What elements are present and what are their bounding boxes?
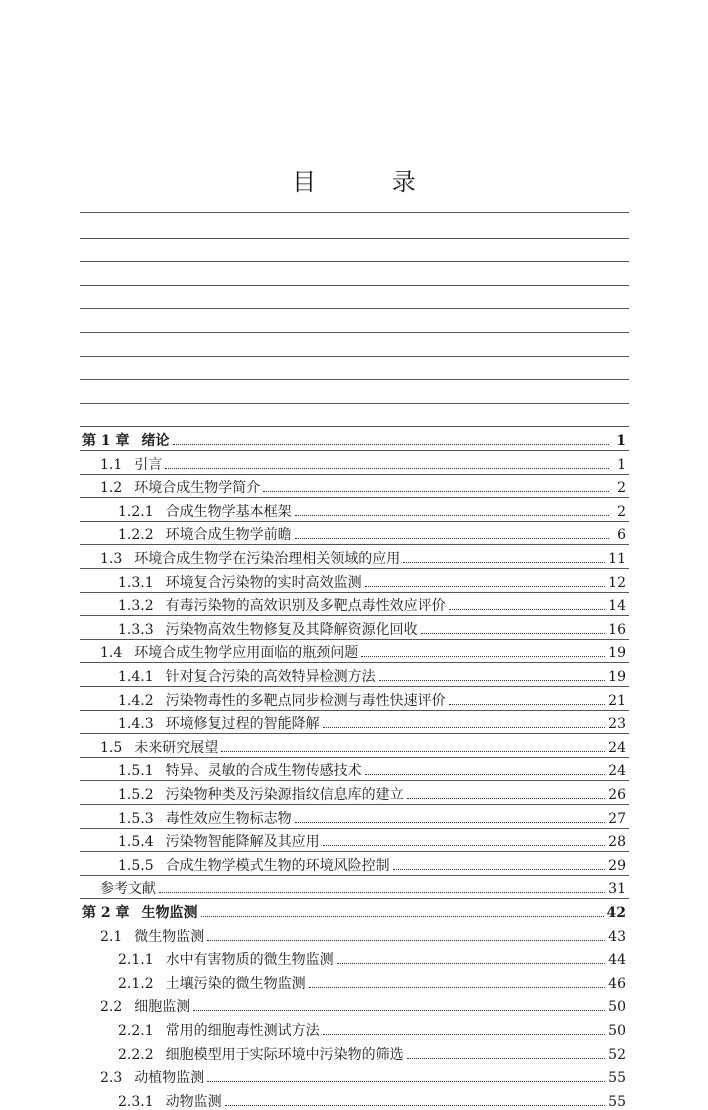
toc-entry-number: 2.1.1	[118, 952, 154, 969]
row-divider	[80, 379, 629, 380]
toc-entry-page: 50	[608, 999, 626, 1016]
row-divider	[80, 403, 629, 404]
toc-entry[interactable]	[118, 1039, 626, 1063]
toc-entry[interactable]	[82, 425, 626, 449]
toc-entry-title: 针对复合污染的高效特异检测方法	[165, 669, 376, 685]
toc-entry[interactable]	[118, 1015, 626, 1039]
dot-leader	[403, 562, 605, 563]
toc-entry[interactable]	[118, 803, 626, 827]
row-divider	[80, 780, 629, 781]
toc-entry[interactable]	[118, 968, 626, 992]
toc-entry-title: 特异、灵敏的合成生物传感技术	[165, 763, 362, 780]
toc-entry-page: 26	[608, 787, 626, 803]
dot-leader	[207, 1081, 605, 1082]
row-divider	[80, 568, 629, 569]
toc-entry[interactable]	[100, 1062, 626, 1086]
toc-entry-page: 19	[608, 669, 626, 685]
row-divider	[80, 662, 629, 663]
row-divider	[80, 450, 629, 451]
toc-entry-number: 2.1.2	[118, 975, 154, 992]
toc-entry-title: 常用的细胞毒性测试方法	[165, 1023, 320, 1039]
row-divider	[80, 474, 629, 475]
toc-entry-page: 42	[606, 905, 626, 921]
dot-leader	[309, 987, 606, 988]
toc-entry[interactable]	[118, 755, 626, 779]
dot-leader	[323, 1034, 606, 1035]
toc-entry[interactable]	[100, 873, 626, 897]
row-divider	[80, 733, 629, 734]
toc-entry-page: 29	[608, 857, 626, 874]
dot-leader	[159, 892, 605, 893]
toc-entry-number: 1.2.1	[118, 503, 154, 520]
row-divider	[80, 804, 629, 805]
dot-leader	[295, 822, 606, 823]
row-divider	[80, 710, 629, 711]
toc-entry-number: 1.5.5	[118, 857, 154, 874]
toc-entry-page: 16	[608, 621, 626, 638]
dot-leader	[221, 751, 605, 752]
toc-entry-page: 50	[608, 1023, 626, 1039]
toc-entry-title: 环境修复过程的智能降解	[165, 716, 320, 733]
toc-entry-title: 绪论	[141, 433, 170, 449]
toc-entry-page: 24	[608, 739, 626, 756]
toc-entry[interactable]	[100, 921, 626, 945]
toc-entry-number: 2.1	[100, 928, 123, 945]
toc-entry-number: 1.4.2	[118, 692, 154, 709]
toc-entry[interactable]	[118, 1086, 626, 1110]
toc-entry-number: 1.3.2	[118, 598, 154, 615]
toc-entry-title: 污染物智能降解及其应用	[165, 834, 320, 851]
toc-entry-page: 6	[617, 527, 626, 544]
toc-entry[interactable]	[100, 991, 626, 1015]
toc-entry[interactable]	[118, 850, 626, 874]
toc-entry-number: 2.2.1	[118, 1023, 154, 1039]
toc-entry[interactable]	[118, 567, 626, 591]
toc-entry-number: 1.5.1	[118, 763, 154, 780]
dot-leader	[201, 916, 604, 917]
toc-entry-page: 2	[617, 480, 626, 497]
dot-leader	[165, 468, 609, 469]
toc-entry-number: 1.1	[100, 456, 123, 473]
toc-entry-title: 动植物监测	[134, 1070, 205, 1087]
toc-entry-page: 44	[608, 952, 626, 969]
row-divider	[80, 898, 629, 899]
toc-entry-page: 14	[608, 598, 626, 615]
toc-entry-number: 1.5	[100, 739, 123, 756]
row-divider	[80, 639, 629, 640]
toc-entry-number: 1.4	[100, 645, 123, 662]
toc-entry[interactable]	[118, 826, 626, 850]
toc-entry[interactable]	[118, 519, 626, 543]
dot-leader	[193, 1010, 605, 1011]
toc-entry-title: 微生物监测	[134, 928, 205, 945]
row-divider	[80, 544, 629, 545]
dot-leader	[449, 609, 606, 610]
toc-entry-title: 有毒污染物的高效识别及多靶点毒性效应评价	[165, 598, 446, 615]
toc-entry-page: 43	[608, 928, 626, 945]
toc-entry-page: 12	[608, 574, 626, 591]
toc-entry-number: 1.4.1	[118, 669, 154, 685]
toc-entry-title: 环境合成生物学应用面临的瓶颈问题	[134, 645, 359, 662]
toc-entry-title: 环境合成生物学前瞻	[165, 527, 292, 544]
toc-entry-page: 31	[608, 881, 626, 898]
dot-leader	[379, 680, 606, 681]
toc-entry-title: 生物监测	[141, 905, 198, 921]
toc-entry-page: 23	[608, 716, 626, 733]
dot-leader	[323, 845, 606, 846]
dot-leader	[263, 491, 609, 492]
dot-leader	[207, 940, 605, 941]
top-rule	[80, 212, 629, 213]
row-divider	[80, 851, 629, 852]
toc-entry-number: 1.2	[100, 480, 123, 497]
toc-entry-page: 2	[617, 503, 626, 520]
toc-entry-number: 1.3	[100, 551, 123, 567]
row-divider	[80, 875, 629, 876]
toc-entry[interactable]	[118, 590, 626, 614]
toc-entry[interactable]	[118, 779, 626, 803]
row-divider	[80, 757, 629, 758]
toc-entry-title: 动物监测	[165, 1093, 222, 1110]
toc-entry-page: 1	[616, 433, 626, 449]
toc-entry[interactable]	[118, 496, 626, 520]
toc-entry-number: 1.3.1	[118, 574, 154, 591]
dot-leader	[407, 798, 606, 799]
dot-leader	[323, 727, 606, 728]
toc-entry-page: 27	[608, 810, 626, 827]
toc-entry[interactable]	[118, 614, 626, 638]
row-divider	[80, 828, 629, 829]
toc-entry-title: 污染物高效生物修复及其降解资源化回收	[165, 621, 418, 638]
toc-entry[interactable]	[100, 732, 626, 756]
toc-entry[interactable]	[100, 472, 626, 496]
toc-entry-page: 46	[608, 975, 626, 992]
toc-entry-number: 2.3	[100, 1070, 123, 1087]
dot-leader	[173, 444, 610, 445]
dot-leader	[225, 1105, 606, 1106]
dot-leader	[449, 704, 606, 705]
toc-entry-title: 污染物种类及污染源指纹信息库的建立	[165, 787, 404, 803]
dot-leader	[337, 963, 606, 964]
toc-entry-title: 引言	[134, 456, 163, 473]
toc-entry-title: 环境复合污染物的实时高效监测	[165, 574, 362, 591]
dot-leader	[365, 586, 606, 587]
toc-entry-title: 污染物毒性的多靶点同步检测与毒性快速评价	[165, 692, 446, 709]
dot-leader	[361, 656, 605, 657]
toc-entry-title: 土壤污染的微生物监测	[165, 975, 306, 992]
toc-entry-number: 1.5.4	[118, 834, 154, 851]
row-divider	[80, 238, 629, 239]
toc-entry-number: 1.2.2	[118, 527, 154, 544]
toc-entry[interactable]	[118, 708, 626, 732]
toc-entry-number: 1.5.3	[118, 810, 154, 827]
row-divider	[80, 308, 629, 309]
toc-entry-number: 2.3.1	[118, 1093, 154, 1110]
toc-entry-title: 合成生物学模式生物的环境风险控制	[165, 857, 390, 874]
toc-entry[interactable]	[82, 897, 626, 921]
row-divider	[80, 592, 629, 593]
toc-entry-page: 55	[608, 1093, 626, 1110]
toc-entry-page: 24	[608, 763, 626, 780]
toc-entry[interactable]	[100, 543, 626, 567]
toc-entry-title: 环境合成生物学在污染治理相关领域的应用	[134, 551, 401, 567]
toc-entry-title: 细胞监测	[134, 999, 191, 1016]
toc-entry-title: 合成生物学基本框架	[165, 503, 292, 520]
toc-entry-title: 水中有害物质的微生物监测	[165, 952, 334, 969]
toc-entry-page: 1	[617, 456, 626, 473]
toc-entry-number: 2.2.2	[118, 1046, 154, 1063]
dot-leader	[365, 774, 606, 775]
toc-entry-number: 第 1 章	[82, 433, 130, 449]
toc-entry-page: 55	[608, 1070, 626, 1087]
dot-leader	[393, 869, 606, 870]
toc-entry-title: 细胞模型用于实际环境中污染物的筛选	[165, 1046, 404, 1063]
dot-leader	[407, 1058, 606, 1059]
dot-leader	[295, 538, 609, 539]
row-divider	[80, 521, 629, 522]
toc-entry-number: 1.4.3	[118, 716, 154, 733]
toc-entry[interactable]	[118, 685, 626, 709]
toc-entry-page: 19	[608, 645, 626, 662]
dot-leader	[421, 633, 606, 634]
row-divider	[80, 426, 629, 427]
toc-entry-page: 52	[608, 1046, 626, 1063]
toc-entry-title: 环境合成生物学简介	[134, 480, 261, 497]
row-divider	[80, 356, 629, 357]
toc-entry-title: 毒性效应生物标志物	[165, 810, 292, 827]
toc-entry-page: 21	[608, 692, 626, 709]
toc-entry-title: 参考文献	[100, 881, 156, 898]
row-divider	[80, 261, 629, 262]
row-divider	[80, 686, 629, 687]
row-divider	[80, 615, 629, 616]
row-divider	[80, 497, 629, 498]
row-divider	[80, 332, 629, 333]
toc-entry[interactable]	[100, 637, 626, 661]
toc-entry[interactable]	[100, 449, 626, 473]
toc-entry-number: 1.5.2	[118, 787, 154, 803]
toc-entry-number: 1.3.3	[118, 621, 154, 638]
toc-entry-number: 2.2	[100, 999, 123, 1016]
toc-entry-page: 11	[608, 551, 626, 567]
toc-entry-page: 28	[608, 834, 626, 851]
toc-title: 目 录	[292, 168, 450, 197]
toc-entry-title: 未来研究展望	[134, 739, 219, 756]
dot-leader	[295, 515, 609, 516]
toc-entry-number: 第 2 章	[82, 905, 130, 921]
toc-entry[interactable]	[118, 944, 626, 968]
row-divider	[80, 285, 629, 286]
toc-entry[interactable]	[118, 661, 626, 685]
